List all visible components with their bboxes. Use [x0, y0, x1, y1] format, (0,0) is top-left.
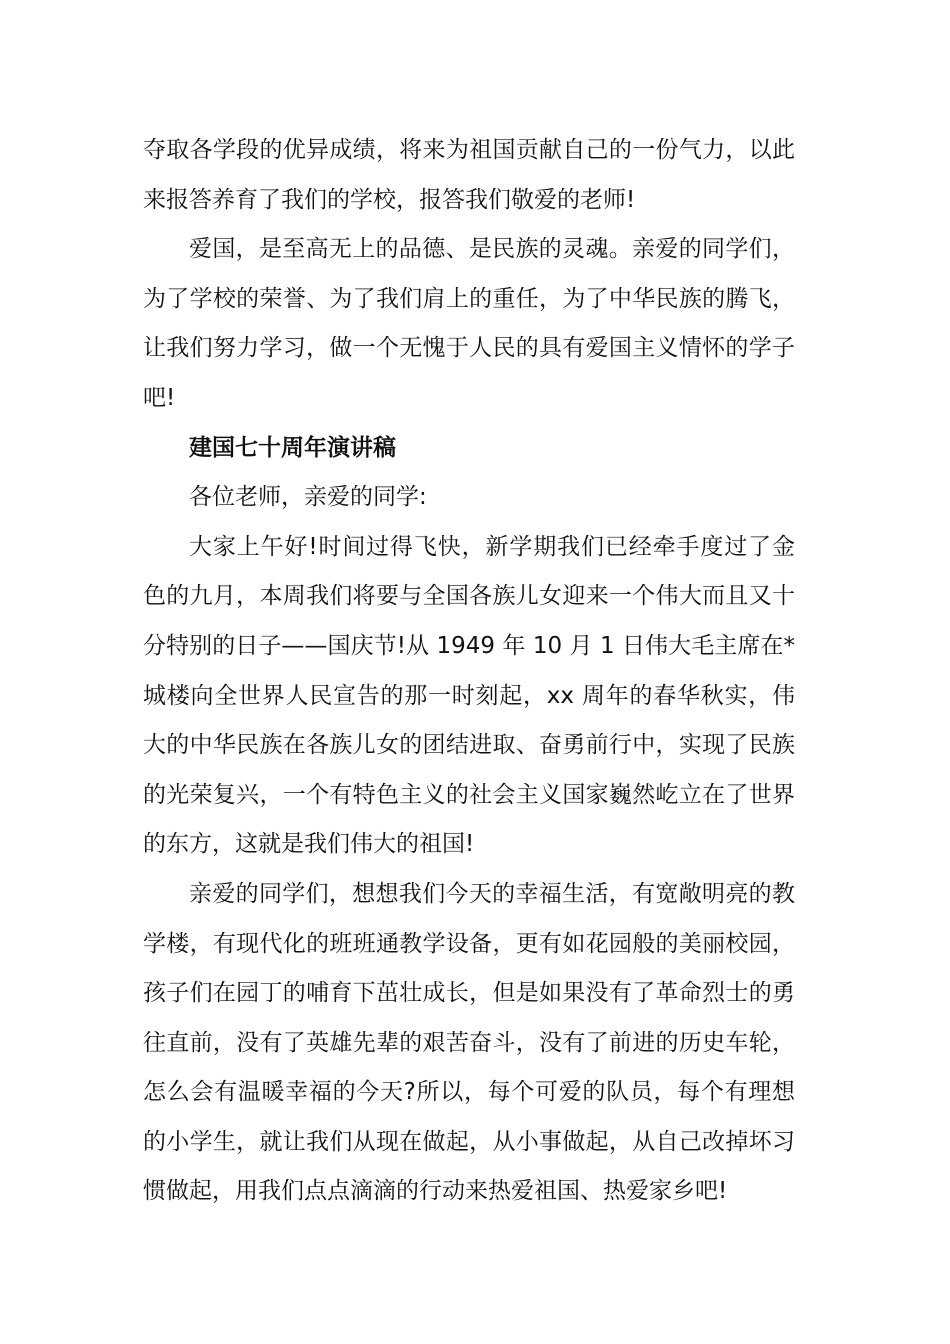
body-paragraph-2: 亲爱的同学们，想想我们今天的幸福生活，有宽敞明亮的教学楼，有现代化的班班通教学设备，更有如花园般的美丽校园，孩子们在园丁的哺育下茁壮成长，但是如果没有了革命烈士的勇往直前，没有了英雄先辈的艰苦奋斗，没有了前进的历史车轮，怎么会有温暖幸福的今天?所以，每个可爱的队员，每个有理想的小学生，就让我们从现在做起，从小事做起，从自己改掉坏习惯做起，用我们点点滴滴的行动来热爱祖国、热爱家乡吧!	[143, 880, 795, 1205]
salutation: 各位老师，亲爱的同学:	[189, 484, 427, 511]
intro-paragraph-2: 爱国，是至高无上的品德、是民族的灵魂。亲爱的同学们，为了学校的荣誉、为了我们肩上的重任，为了中华民族的腾飞，让我们努力学习，做一个无愧于人民的具有爱国主义情怀的学子吧!	[143, 236, 795, 411]
intro-paragraph-1: 夺取各学段的优异成绩，将来为祖国贡献自己的一份气力，以此来报答养育了我们的学校，报答我们敬爱的老师!	[143, 137, 795, 213]
section-title: 建国七十周年演讲稿	[189, 434, 396, 461]
document-body	[143, 126, 795, 1217]
body-paragraph-1: 大家上午好!时间过得飞快，新学期我们已经牵手度过了金色的九月，本周我们将要与全国各族儿女迎来一个伟大而且又十分特别的日子——国庆节!从 1949 年 10 月 1 日伟大毛主席在*城楼向全世界人民宣告的那一时刻起，xx 周年的春华秋实，伟大的中华民族在各族儿女的团结进取、奋勇前行中，实现了民族的光荣复兴，一个有特色主义的社会主义国家巍然屹立在了世界的东方，这就是我们伟大的祖国!	[143, 533, 795, 858]
